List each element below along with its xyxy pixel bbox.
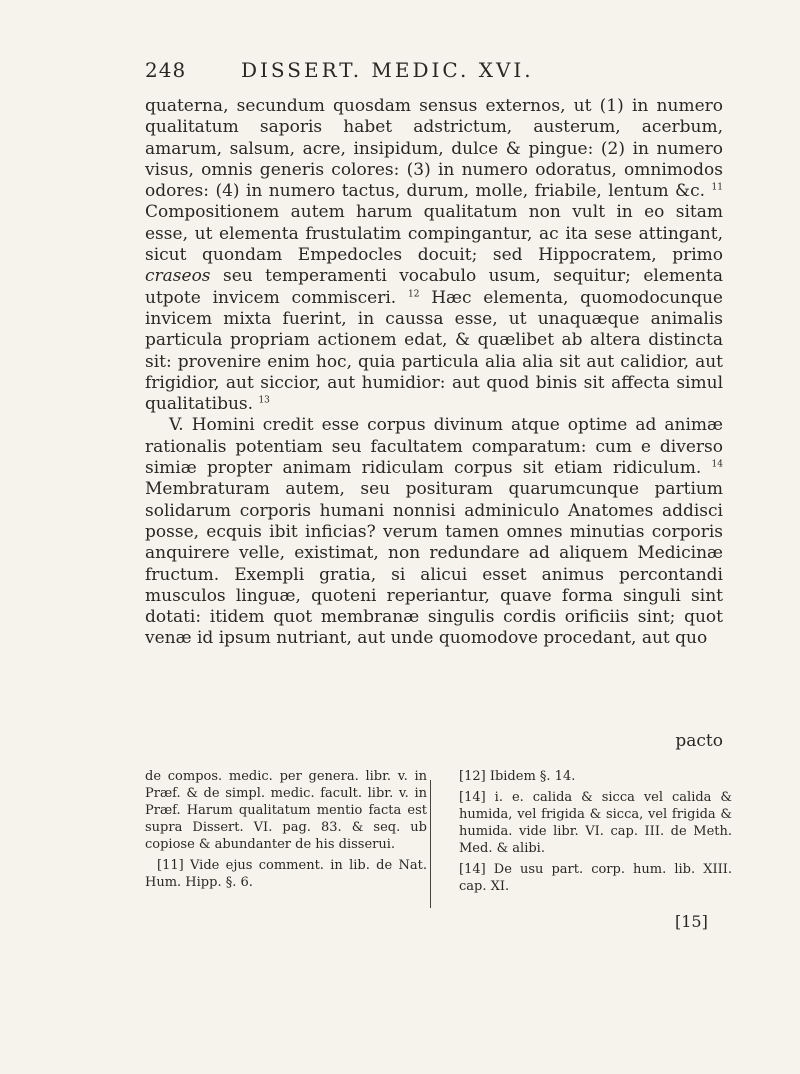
catchword: pacto (675, 731, 723, 751)
craseos-italic: craseos (145, 266, 211, 287)
footnote-ref-13: 13 (258, 395, 270, 406)
running-head: DISSERT. MEDIC. XVI. (241, 58, 534, 82)
paragraph-2 (145, 415, 723, 649)
footnote-right-3: [14] De usu part. corp. hum. lib. XIII. cap. XI. (459, 862, 732, 894)
footnote-column-rule (430, 780, 431, 908)
footnote-right-1: [12] Ibidem §. 14. (459, 769, 576, 784)
paragraph-1b-text: Compositionem autem harum qualitatum non vult in eo sitam esse, ut elementa frustulatim compingantur, ac ita sese attingant, sicut quondam Empedocles docuit; sed Hippocratem, primo (145, 202, 723, 266)
footnote-ref-14: 14 (711, 459, 723, 470)
footnote-ref-11: 11 (711, 182, 723, 193)
footnote-ref-12: 12 (407, 289, 420, 300)
paragraph-1-text: quaterna, secundum quosdam sensus externos, ut (1) in numero qualitatum saporis habet adstrictum, austerum, acerbum, amarum, salsum, acre, insipidum, dulce & pingue: (2) in numero visus, omnis generis colores: (3) in numero odoratus, omnimodos odores: (4) in numero tactus, durum, molle, friabile, lentum &c. (145, 96, 723, 202)
paragraph-1c-text: seu temperamenti vocabulo usum, sequitur; elementa utpote invicem commisceri. (145, 266, 724, 308)
signature-mark: [15] (675, 912, 708, 931)
footnotes-right (459, 768, 732, 899)
paragraph-1d-text: Hæc elementa, quomodocunque invicem mixta fuerint, in caussa esse, ut unaquæque animalis particula propriam actionem edat, & quælibet ab altera distincta sit: provenire enim hoc, quia particula alia alia sit aut calidior, aut frigidior, aut siccior, aut humidior: aut quod binis sit affecta simul qualitatibus. (145, 287, 723, 415)
footnote-left-2: [11] Vide ejus comment. in lib. de Nat. Hum. Hipp. §. 6. (145, 858, 427, 890)
footnote-right-2: [14] i. e. calida & sicca vel calida & humida, vel frigida & sicca, vel frigida & humida. vide libr. VI. cap. III. de Meth. Med. & alibi. (459, 790, 732, 856)
paragraph-2a-text: V. Homini credit esse corpus divinum atque optime ad animæ rationalis potentiam seu facultatem comparatum: cum e diverso simiæ propter animam ridiculam corpus sit etiam ridiculum. (145, 415, 723, 479)
page-number: 248 (145, 58, 187, 82)
paragraph-2b-text: Membraturam autem, seu posituram quarumcunque partium solidarum corporis humani nonnisi adminiculo Anatomes addisci posse, ecquis ibit inficias? verum tamen omnes minutias corporis anquirere velle, existimat, non redundare ad aliquem Medicinæ fructum. Exempli gratia, si alicui esset animus percontandi musculos linguæ, quoteni reperiantur, quave forma singuli sint dotati: itidem quot membranæ singulis cordis orificiis sint; quot venæ id ipsum nutriant, aut unde quomodove procedant, aut quo (145, 479, 723, 649)
footnote-left-1: de compos. medic. per genera. libr. v. in Præf. & de simpl. medic. facult. libr. v. in Præf. Harum qualitatum mentio facta est supra Dissert. VI. pag. 83. & seq. ub copiose & abundanter de his disserui. (145, 769, 427, 852)
paragraph-1 (145, 96, 723, 415)
footnotes-left (145, 768, 427, 895)
main-text (145, 96, 723, 650)
page-header (145, 58, 735, 90)
